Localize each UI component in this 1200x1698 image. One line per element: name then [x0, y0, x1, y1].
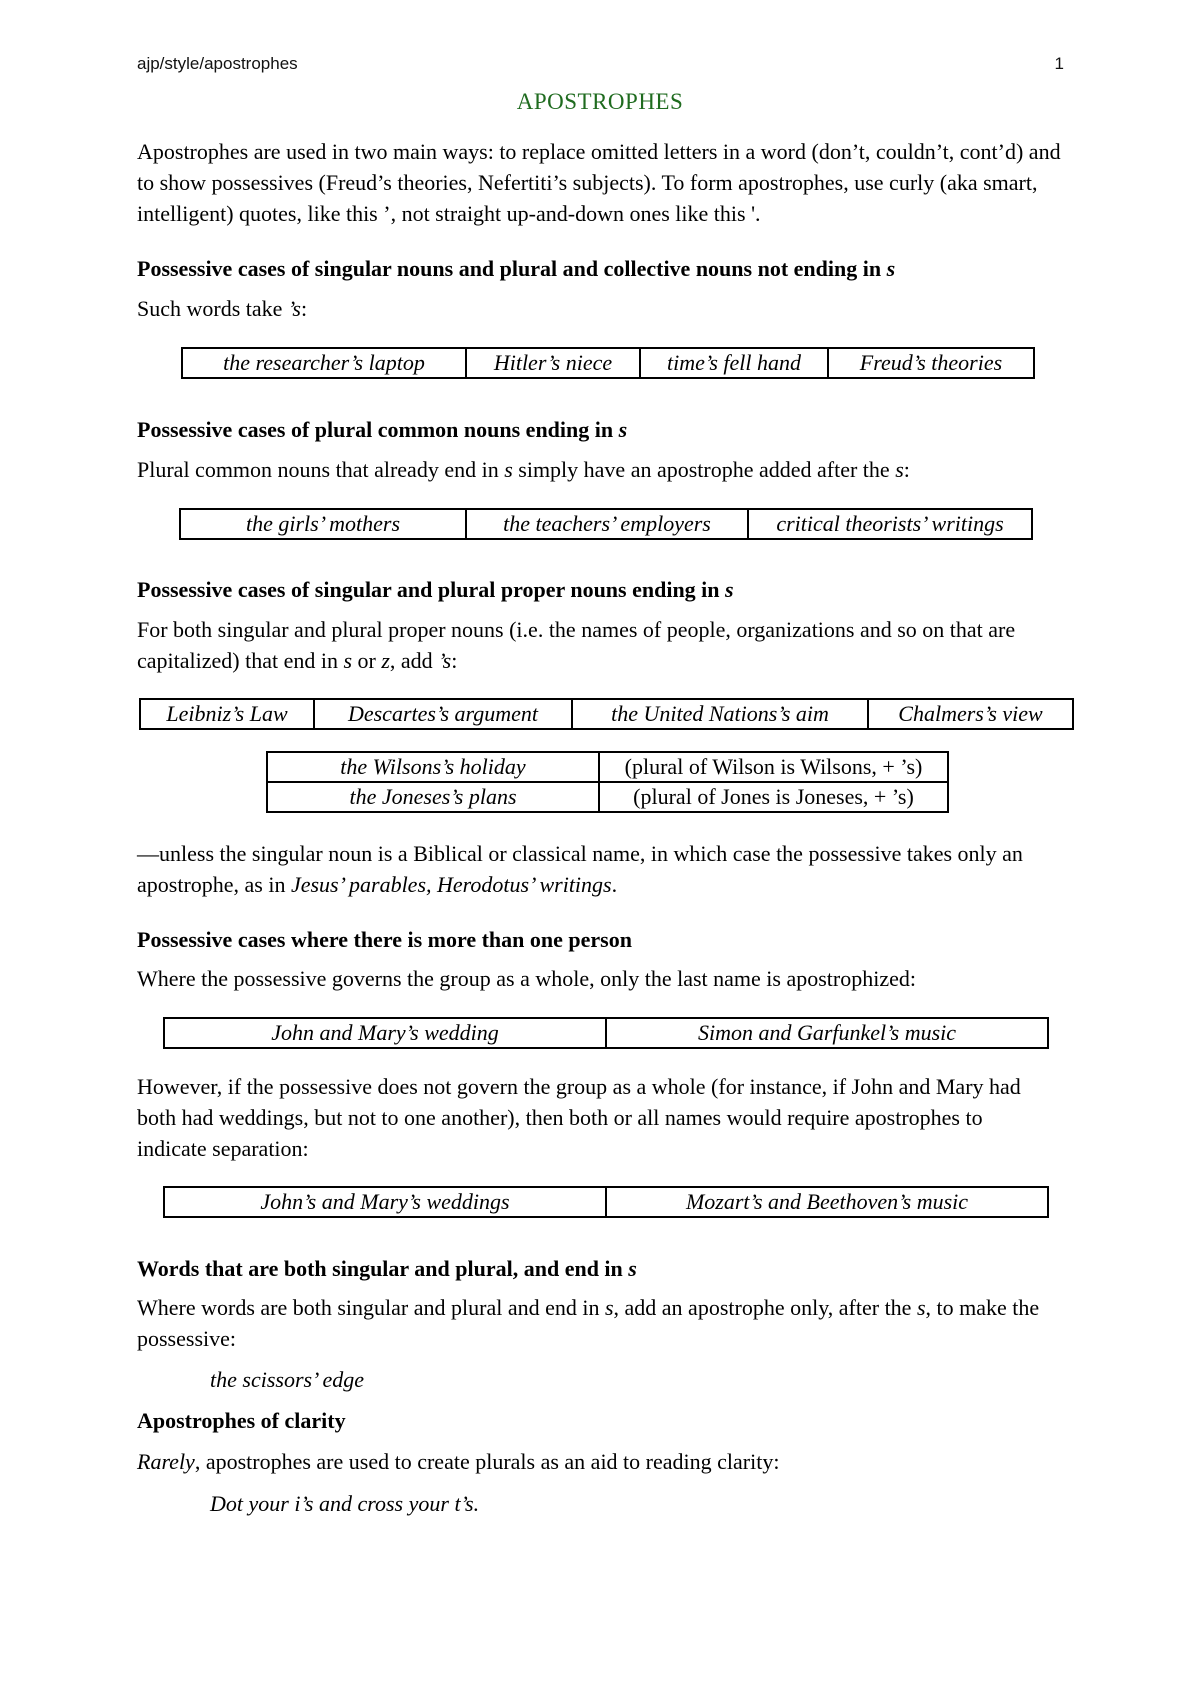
section-text-separate: However, if the possessive does not govern the group as a whole (for instance, if John and Mary had both had weddings, but not to one another), then both or all names would require apostrophes to indicate separation: — [137, 1074, 1021, 1161]
text-run: . — [611, 872, 618, 897]
text-run: or — [352, 648, 382, 673]
exception-paragraph — [137, 838, 1057, 900]
section-heading-multiple: Possessive cases where there is more than one person — [137, 927, 632, 952]
example-cell: the United Nations’s aim — [572, 699, 868, 729]
heading-letter: s — [725, 577, 734, 602]
italic-run: s — [343, 648, 353, 673]
text-run: , to make the possessive: — [137, 1295, 1040, 1351]
text-run: , add — [389, 648, 439, 673]
example-cell: the Wilsons’s holiday — [267, 752, 599, 782]
table-row — [140, 699, 1073, 729]
italic-run: Jesus’ parables, Herodotus’ writings — [290, 872, 612, 897]
section-heading-both — [137, 1253, 1067, 1284]
examples-table-proper — [139, 698, 1074, 730]
text-run: Plural common nouns that already end in — [137, 457, 505, 482]
section-text-clarity — [137, 1446, 1067, 1477]
italic-run: s — [895, 457, 904, 482]
plural-proper-table — [266, 751, 949, 813]
heading-letter: s — [886, 256, 896, 281]
examples-table-plural-common — [179, 508, 1033, 540]
example-cell: Mozart’s and Beethoven’s music — [606, 1187, 1048, 1217]
example-cell: Hitler’s niece — [466, 348, 640, 378]
section-text-both — [137, 1292, 1057, 1354]
example-clarity: Dot your i’s and cross your t’s. — [210, 1491, 480, 1516]
text-run: : — [300, 296, 308, 321]
section-heading-singular — [137, 253, 1067, 284]
italic-run: ’s — [287, 296, 301, 321]
page-number: 1 — [1054, 54, 1064, 73]
italic-run: z — [381, 648, 390, 673]
heading-letter: s — [628, 1256, 637, 1281]
table-row — [164, 1187, 1048, 1217]
example-cell: Freud’s theories — [828, 348, 1034, 378]
text-run: simply have an apostrophe added after the — [512, 457, 896, 482]
table-row — [267, 782, 948, 812]
italic-run: ’s — [438, 648, 452, 673]
text-run: , apostrophes are used to create plurals as an aid to reading clarity: — [194, 1449, 780, 1474]
italic-run: s — [604, 1295, 614, 1320]
example-cell: Leibniz’s Law — [140, 699, 314, 729]
table-row — [164, 1018, 1048, 1048]
section-text-singular — [137, 293, 1067, 324]
italic-run: Rarely — [137, 1449, 195, 1474]
example-cell: the researcher’s laptop — [182, 348, 466, 378]
text-run: —unless the singular noun is a Biblical or classical name, in which case the possessive takes only an apostrophe, as in — [137, 841, 1023, 897]
example-cell: Chalmers’s view — [868, 699, 1073, 729]
text-run: , add an apostrophe only, after the — [613, 1295, 917, 1320]
example-cell: the girls’ mothers — [180, 509, 466, 539]
table-row — [182, 348, 1034, 378]
page-title: APOSTROPHES — [516, 89, 684, 114]
italic-run: s — [504, 457, 513, 482]
section-text-proper — [137, 614, 1047, 676]
example-cell: John’s and Mary’s weddings — [164, 1187, 606, 1217]
italic-run: s — [916, 1295, 926, 1320]
text-run: : — [451, 648, 458, 673]
section-text-plural-common — [137, 454, 1067, 485]
examples-table-singular — [181, 347, 1035, 379]
example-cell: Descartes’s argument — [314, 699, 572, 729]
intro-paragraph: Apostrophes are used in two main ways: to replace omitted letters in a word (don’t, couldn’t, cont’d) and to show possessives (Freud’s theories, Nefertiti’s subjects). To form apostrophes, use curly (aka smart, intelligent) quotes, like this ’, not straight up-and-down ones like this '. — [137, 139, 1061, 226]
examples-table-separate — [163, 1186, 1049, 1218]
text-run: For both singular and plural proper nouns (i.e. the names of people, organizations and so on that are capitalized) that end in — [137, 617, 1016, 673]
example-cell: time’s fell hand — [640, 348, 828, 378]
examples-table-group — [163, 1017, 1049, 1049]
example-cell: John and Mary’s wedding — [164, 1018, 606, 1048]
example-cell: critical theorists’ writings — [748, 509, 1032, 539]
heading-letter: s — [618, 417, 628, 442]
heading-text: Words that are both singular and plural, and end in — [137, 1256, 623, 1281]
heading-text: Possessive cases of singular nouns and plural and collective nouns not ending in — [137, 256, 882, 281]
example-cell: the Joneses’s plans — [267, 782, 599, 812]
section-text-multiple: Where the possessive governs the group as a whole, only the last name is apostrophized: — [137, 966, 916, 991]
note-cell: (plural of Wilson is Wilsons, + ’s) — [599, 752, 948, 782]
section-heading-plural-common — [137, 414, 1067, 445]
example-cell: Simon and Garfunkel’s music — [606, 1018, 1048, 1048]
example-scissors: the scissors’ edge — [210, 1367, 364, 1392]
section-heading-clarity: Apostrophes of clarity — [137, 1408, 346, 1433]
note-cell: (plural of Jones is Joneses, + ’s) — [599, 782, 948, 812]
running-header-path: ajp/style/apostrophes — [137, 54, 298, 73]
section-heading-proper — [137, 574, 1067, 605]
table-row — [180, 509, 1032, 539]
heading-text: Possessive cases of singular and plural proper nouns ending in — [137, 577, 720, 602]
table-row — [267, 752, 948, 782]
heading-text: Possessive cases of plural common nouns ending in — [137, 417, 614, 442]
text-run: : — [903, 457, 910, 482]
text-run: Such words take — [137, 296, 288, 321]
text-run: Where words are both singular and plural and end in — [137, 1295, 605, 1320]
example-cell: the teachers’ employers — [466, 509, 748, 539]
